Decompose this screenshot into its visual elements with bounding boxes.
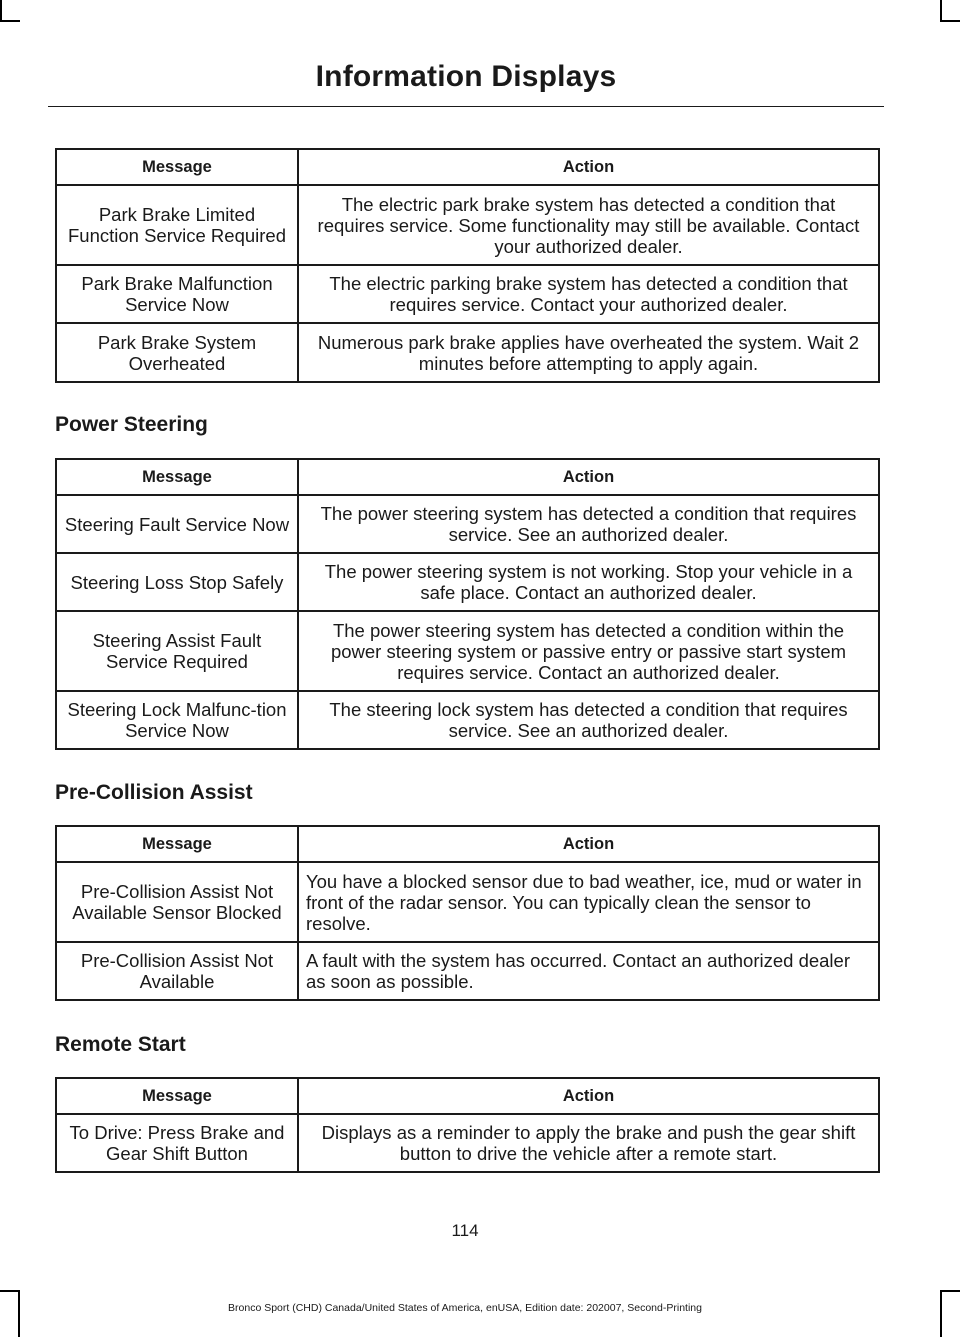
section-heading-pre-collision-assist: Pre-Collision Assist bbox=[55, 781, 253, 804]
message-cell: Steering Fault Service Now bbox=[56, 495, 298, 553]
table-row bbox=[56, 495, 879, 553]
column-header-action: Action bbox=[298, 149, 879, 185]
crop-mark bbox=[940, 20, 960, 22]
crop-mark bbox=[940, 1290, 942, 1337]
table-header-row bbox=[56, 149, 879, 185]
message-cell: Park Brake Limited Function Service Required bbox=[56, 185, 298, 265]
crop-mark bbox=[0, 0, 2, 22]
action-cell: The electric parking brake system has detected a condition that requires service. Contact your authorized dealer. bbox=[298, 265, 879, 323]
crop-mark bbox=[0, 1290, 20, 1292]
table-header-row bbox=[56, 1078, 879, 1114]
column-header-action: Action bbox=[298, 826, 879, 862]
table-row bbox=[56, 942, 879, 1000]
message-cell: Steering Loss Stop Safely bbox=[56, 553, 298, 611]
crop-mark bbox=[0, 20, 20, 22]
edition-footer: Bronco Sport (CHD) Canada/United States of America, enUSA, Edition date: 202007, Second-Printing bbox=[228, 1302, 702, 1314]
crop-mark bbox=[940, 0, 942, 22]
column-header-message: Message bbox=[56, 459, 298, 495]
column-header-action: Action bbox=[298, 1078, 879, 1114]
pre-collision-assist-message-table bbox=[55, 825, 880, 1001]
table-row bbox=[56, 862, 879, 942]
column-header-action: Action bbox=[298, 459, 879, 495]
message-cell: Steering Lock Malfunc-tion Service Now bbox=[56, 691, 298, 749]
action-cell: The power steering system has detected a condition within the power steering system or passive entry or passive start system requires service. Contact an authorized dealer. bbox=[298, 611, 879, 691]
table-header-row bbox=[56, 459, 879, 495]
action-cell: The power steering system has detected a condition that requires service. See an authorized dealer. bbox=[298, 495, 879, 553]
page-number: 114 bbox=[451, 1221, 479, 1240]
table-row bbox=[56, 185, 879, 265]
table-row bbox=[56, 691, 879, 749]
message-cell: Park Brake Malfunction Service Now bbox=[56, 265, 298, 323]
crop-mark bbox=[940, 1290, 960, 1292]
table-row bbox=[56, 265, 879, 323]
column-header-message: Message bbox=[56, 149, 298, 185]
table-row bbox=[56, 323, 879, 382]
action-cell: Numerous park brake applies have overheated the system. Wait 2 minutes before attempting to apply again. bbox=[298, 323, 879, 382]
power-steering-message-table bbox=[55, 458, 880, 750]
column-header-message: Message bbox=[56, 1078, 298, 1114]
page-title: Information Displays bbox=[315, 60, 617, 93]
message-cell: Pre-Collision Assist Not Available Sensor Blocked bbox=[56, 862, 298, 942]
table-row bbox=[56, 611, 879, 691]
title-divider bbox=[48, 106, 884, 107]
action-cell: You have a blocked sensor due to bad weather, ice, mud or water in front of the radar sensor. You can typically clean the sensor to resolve. bbox=[298, 862, 879, 942]
section-heading-remote-start: Remote Start bbox=[55, 1033, 186, 1056]
park-brake-message-table bbox=[55, 148, 880, 383]
message-cell: Steering Assist Fault Service Required bbox=[56, 611, 298, 691]
section-heading-power-steering: Power Steering bbox=[55, 413, 208, 436]
action-cell: The steering lock system has detected a condition that requires service. See an authorized dealer. bbox=[298, 691, 879, 749]
table-row bbox=[56, 553, 879, 611]
remote-start-message-table bbox=[55, 1077, 880, 1173]
action-cell: The electric park brake system has detected a condition that requires service. Some functionality may still be available. Contact your authorized dealer. bbox=[298, 185, 879, 265]
action-cell: Displays as a reminder to apply the brake and push the gear shift button to drive the vehicle after a remote start. bbox=[298, 1114, 879, 1172]
message-cell: Pre-Collision Assist Not Available bbox=[56, 942, 298, 1000]
column-header-message: Message bbox=[56, 826, 298, 862]
message-cell: To Drive: Press Brake and Gear Shift Button bbox=[56, 1114, 298, 1172]
table-row bbox=[56, 1114, 879, 1172]
table-header-row bbox=[56, 826, 879, 862]
action-cell: The power steering system is not working. Stop your vehicle in a safe place. Contact an authorized dealer. bbox=[298, 553, 879, 611]
action-cell: A fault with the system has occurred. Contact an authorized dealer as soon as possible. bbox=[298, 942, 879, 1000]
message-cell: Park Brake System Overheated bbox=[56, 323, 298, 382]
